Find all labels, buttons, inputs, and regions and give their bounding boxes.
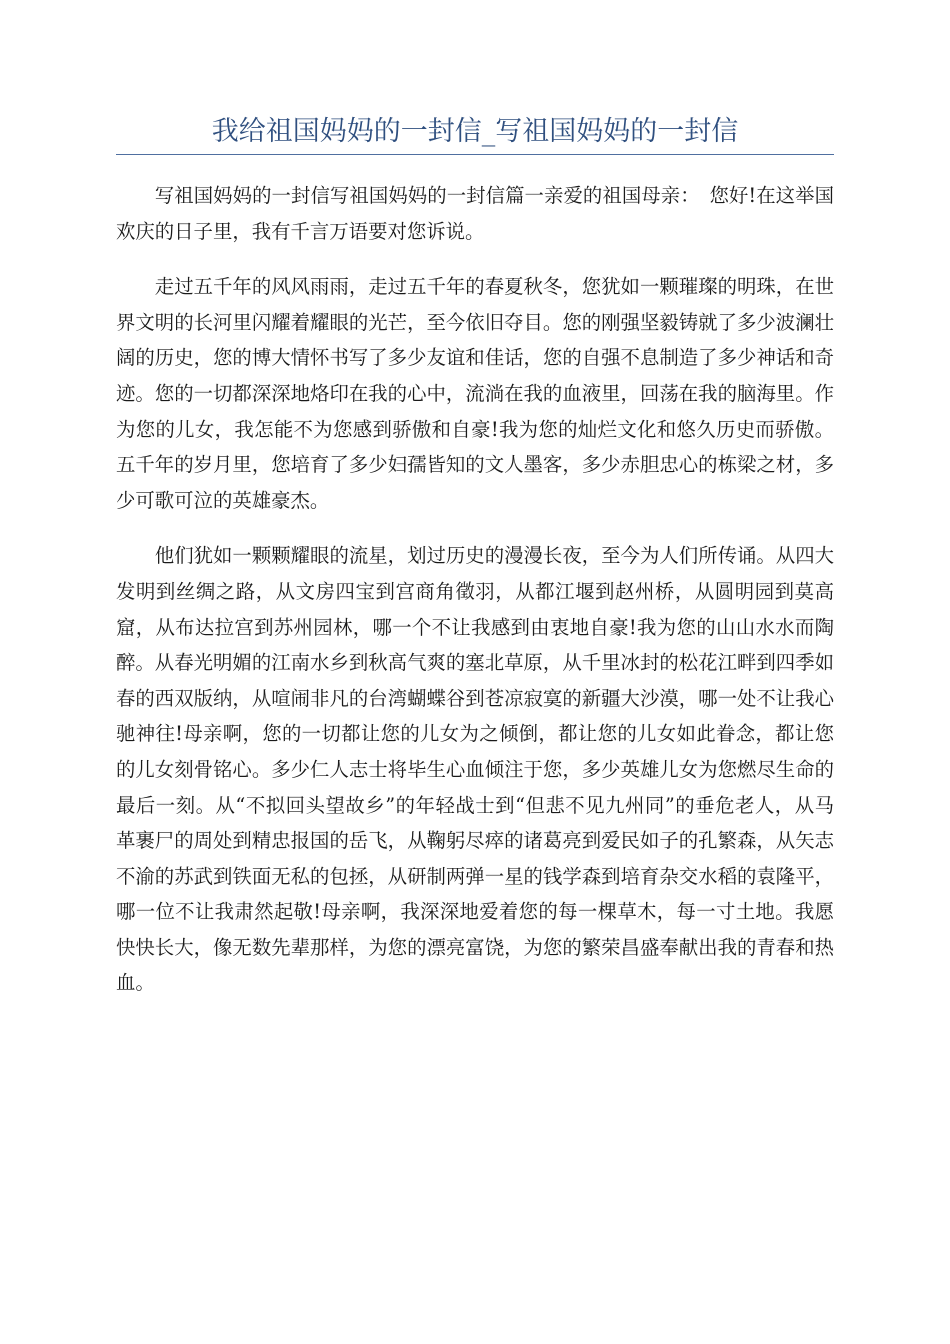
document-title: 我给祖国妈妈的一封信_写祖国妈妈的一封信 bbox=[211, 116, 739, 147]
paragraph-3: 他们犹如一颗颗耀眼的流星，划过历史的漫漫长夜，至今为人们所传诵。从四大发明到丝绸之路，从文房四宝到宫商角徵羽，从都江堰到赵州桥，从圆明园到莫高窟，从布达拉宫到苏州园林，哪一个不让我感到由衷地自豪!我为您的山山水水而陶醉。从春光明媚的江南水乡到秋高气爽的塞北草原，从千里冰封的松花江畔到四季如春的西双版纳，从喧闹非凡的台湾蝴蝶谷到苍凉寂寞的新疆大沙漠，哪一处不让我心驰神往!母亲啊，您的一切都让您的儿女为之倾倒，都让您的儿女如此眷念，都让您的儿女刻骨铭心。多少仁人志士将毕生心血倾注于您，多少英雄儿女为您燃尽生命的最后一刻。从“不拟回头望故乡”的年轻战士到“但悲不见九州同”的垂危老人，从马革裹尸的周处到精忠报国的岳飞，从鞠躬尽瘁的诸葛亮到爱民如子的孔繁森，从矢志不渝的苏武到铁面无私的包拯，从研制两弹一星的钱学森到培育杂交水稻的袁隆平，哪一位不让我肃然起敬!母亲啊，我深深地爱着您的每一棵草木，每一寸土地。我愿快快长大，像无数先辈那样，为您的漂亮富饶，为您的繁荣昌盛奉献出我的青春和热血。 bbox=[116, 544, 834, 995]
title-underline bbox=[116, 154, 834, 155]
document-body bbox=[116, 178, 834, 1021]
paragraph-1: 写祖国妈妈的一封信写祖国妈妈的一封信篇一亲爱的祖国母亲： 您好!在这举国欢庆的日子里，我有千言万语要对您诉说。 bbox=[116, 184, 834, 243]
paragraph-2: 走过五千年的风风雨雨，走过五千年的春夏秋冬，您犹如一颗璀璨的明珠，在世界文明的长河里闪耀着耀眼的光芒，至今依旧夺目。您的刚强坚毅铸就了多少波澜壮阔的历史，您的博大情怀书写了多少友谊和佳话，您的自强不息制造了多少神话和奇迹。您的一切都深深地烙印在我的心中，流淌在我的血液里，回荡在我的脑海里。作为您的儿女，我怎能不为您感到骄傲和自豪!我为您的灿烂文化和悠久历史而骄傲。五千年的岁月里，您培育了多少妇孺皆知的文人墨客，多少赤胆忠心的栋梁之材，多少可歌可泣的英雄豪杰。 bbox=[116, 275, 834, 512]
